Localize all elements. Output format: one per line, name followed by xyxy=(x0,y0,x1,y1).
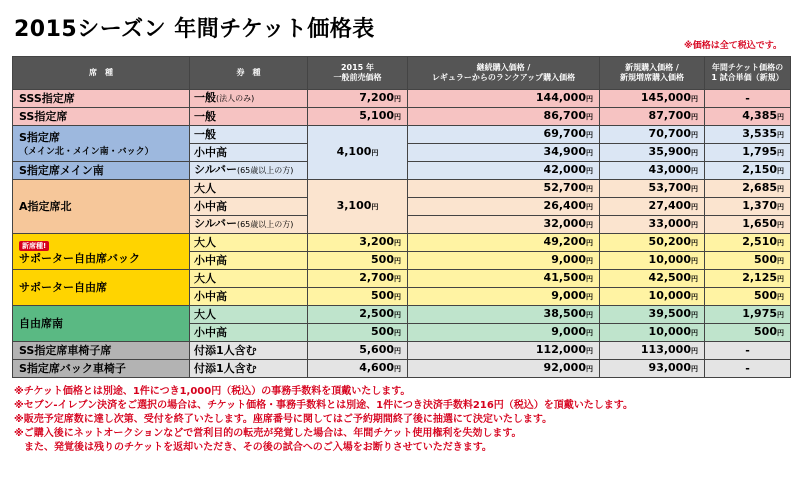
new-cell: 70,700円 xyxy=(600,126,705,144)
seat-sss: SSS指定席 xyxy=(13,90,190,108)
per-match-cell: 500円 xyxy=(705,252,791,270)
renewal-cell: 86,700円 xyxy=(408,108,600,126)
header-new: 新規購入価格 / 新規増席購入価格 xyxy=(600,57,705,90)
per-match-cell: 500円 xyxy=(705,288,791,306)
table-row xyxy=(13,306,791,324)
per-match-cell: 1,370円 xyxy=(705,198,791,216)
seat-s-main-south: S指定席メイン南 xyxy=(13,162,190,180)
price-table xyxy=(12,56,791,378)
per-match-cell: 1,795円 xyxy=(705,144,791,162)
table-row xyxy=(13,342,791,360)
renewal-cell: 34,900円 xyxy=(408,144,600,162)
footnote: ※販売予定席数に達し次第、受付を終了いたします。座席番号に関してはご予約期間終了後に抽選にて決定いたします。 xyxy=(14,414,553,425)
new-cell: 87,700円 xyxy=(600,108,705,126)
presale-cell: 4,600円 xyxy=(308,360,408,378)
type-cell: シルバー(65歳以上の方) xyxy=(190,162,308,180)
footnote: ※チケット価格とは別途、1件につき1,000円（税込）の事務手数料を頂戴いたします。 xyxy=(14,386,411,397)
type-cell: 小中高 xyxy=(190,252,308,270)
table-header-row xyxy=(13,57,791,90)
presale-cell: 2,500円 xyxy=(308,306,408,324)
tax-note: ※価格は全て税込です。 xyxy=(683,41,782,51)
new-cell: 39,500円 xyxy=(600,306,705,324)
presale-cell: 500円 xyxy=(308,252,408,270)
per-match-cell: 2,685円 xyxy=(705,180,791,198)
presale-cell: 7,200円 xyxy=(308,90,408,108)
per-match-cell: - xyxy=(705,360,791,378)
new-cell: 10,000円 xyxy=(600,324,705,342)
header-per-match: 年間チケット価格の 1 試合単価（新規） xyxy=(705,57,791,90)
table-row xyxy=(13,90,791,108)
new-cell: 10,000円 xyxy=(600,252,705,270)
per-match-cell: 1,975円 xyxy=(705,306,791,324)
header-renewal: 継続購入価格 / レギュラーからのランクアップ購入価格 xyxy=(408,57,600,90)
new-seat-badge: 新席種! xyxy=(19,241,49,251)
seat-a-north: A指定席北 xyxy=(13,180,190,234)
footnote: また、発覚後は残りのチケットを返却いただき、その後の試合へのご入場をお断りさせていただきます。 xyxy=(14,442,492,453)
renewal-cell: 9,000円 xyxy=(408,288,600,306)
type-cell: 付添1人含む xyxy=(190,342,308,360)
seat-s: S指定席 （メイン北・メイン南・バック） xyxy=(13,126,190,162)
table-row xyxy=(13,108,791,126)
renewal-cell: 52,700円 xyxy=(408,180,600,198)
new-cell: 10,000円 xyxy=(600,288,705,306)
type-cell: シルバー(65歳以上の方) xyxy=(190,216,308,234)
header-presale: 2015 年 一般前売価格 xyxy=(308,57,408,90)
table-row xyxy=(13,270,791,288)
new-cell: 93,000円 xyxy=(600,360,705,378)
per-match-cell: 500円 xyxy=(705,324,791,342)
table-row xyxy=(13,180,791,198)
type-cell: 小中高 xyxy=(190,324,308,342)
new-cell: 145,000円 xyxy=(600,90,705,108)
header-ticket-type: 券 種 xyxy=(190,57,308,90)
footnote: ※ご購入後にネットオークションなどで営利目的の転売が発覚した場合は、年間チケット使用権利を失効します。 xyxy=(14,428,522,439)
type-cell: 小中高 xyxy=(190,198,308,216)
seat-s-back-wheelchair: S指定席バック車椅子 xyxy=(13,360,190,378)
presale-cell: 2,700円 xyxy=(308,270,408,288)
renewal-cell: 26,400円 xyxy=(408,198,600,216)
footnotes xyxy=(14,385,633,455)
type-cell: 付添1人含む xyxy=(190,360,308,378)
new-cell: 43,000円 xyxy=(600,162,705,180)
per-match-cell: 3,535円 xyxy=(705,126,791,144)
type-cell: 一般 xyxy=(190,108,308,126)
renewal-cell: 9,000円 xyxy=(408,324,600,342)
new-cell: 42,500円 xyxy=(600,270,705,288)
presale-cell: 5,600円 xyxy=(308,342,408,360)
type-cell: 大人 xyxy=(190,180,308,198)
new-cell: 113,000円 xyxy=(600,342,705,360)
type-cell: 一般 xyxy=(190,126,308,144)
new-cell: 53,700円 xyxy=(600,180,705,198)
per-match-cell: 2,150円 xyxy=(705,162,791,180)
type-cell: 小中高 xyxy=(190,288,308,306)
page-title: 2015シーズン 年間チケット価格表 xyxy=(14,17,375,42)
seat-ss-wheelchair: SS指定席車椅子席 xyxy=(13,342,190,360)
per-match-cell: - xyxy=(705,342,791,360)
new-cell: 33,000円 xyxy=(600,216,705,234)
seat-supporter-back: 新席種! サポーター自由席バック xyxy=(13,234,190,270)
renewal-cell: 32,000円 xyxy=(408,216,600,234)
renewal-cell: 112,000円 xyxy=(408,342,600,360)
presale-cell: 3,200円 xyxy=(308,234,408,252)
seat-free-south: 自由席南 xyxy=(13,306,190,342)
presale-cell: 3,100円 xyxy=(308,180,408,234)
type-cell: 一般(法人のみ) xyxy=(190,90,308,108)
renewal-cell: 92,000円 xyxy=(408,360,600,378)
table-row xyxy=(13,234,791,252)
per-match-cell: 2,510円 xyxy=(705,234,791,252)
table-row xyxy=(13,360,791,378)
per-match-cell: 2,125円 xyxy=(705,270,791,288)
per-match-cell: 1,650円 xyxy=(705,216,791,234)
renewal-cell: 49,200円 xyxy=(408,234,600,252)
per-match-cell: 4,385円 xyxy=(705,108,791,126)
footnote: ※セブン-イレブン決済をご選択の場合は、チケット価格・事務手数料とは別途、1件につき決済手数料216円（税込）を頂戴いたします。 xyxy=(14,400,634,411)
table-row xyxy=(13,126,791,144)
renewal-cell: 42,000円 xyxy=(408,162,600,180)
new-cell: 35,900円 xyxy=(600,144,705,162)
header-seat: 席 種 xyxy=(13,57,190,90)
seat-ss: SS指定席 xyxy=(13,108,190,126)
presale-cell: 500円 xyxy=(308,288,408,306)
seat-supporter: サポーター自由席 xyxy=(13,270,190,306)
presale-cell: 500円 xyxy=(308,324,408,342)
renewal-cell: 38,500円 xyxy=(408,306,600,324)
type-cell: 大人 xyxy=(190,306,308,324)
new-cell: 27,400円 xyxy=(600,198,705,216)
type-cell: 小中高 xyxy=(190,144,308,162)
renewal-cell: 69,700円 xyxy=(408,126,600,144)
type-cell: 大人 xyxy=(190,234,308,252)
per-match-cell: - xyxy=(705,90,791,108)
renewal-cell: 41,500円 xyxy=(408,270,600,288)
presale-cell: 4,100円 xyxy=(308,126,408,180)
new-cell: 50,200円 xyxy=(600,234,705,252)
renewal-cell: 144,000円 xyxy=(408,90,600,108)
type-cell: 大人 xyxy=(190,270,308,288)
renewal-cell: 9,000円 xyxy=(408,252,600,270)
presale-cell: 5,100円 xyxy=(308,108,408,126)
